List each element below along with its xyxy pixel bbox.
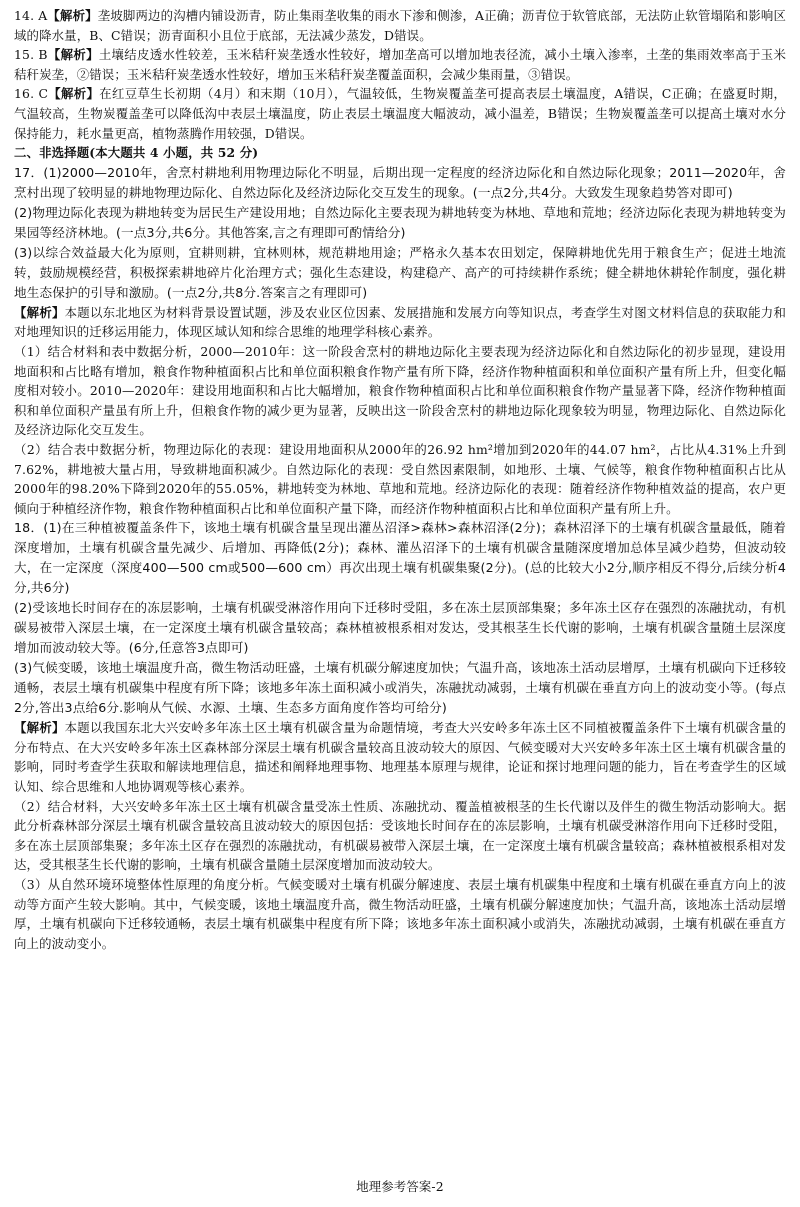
q18-analysis-tag: 【解析】: [14, 720, 65, 736]
q14-analysis-text: 垄坡脚两边的沟槽内铺设沥青，防止集雨垄收集的雨水下渗和侧渗，A正确；沥青位于软管底部，无法防止软管塌陷和影响区域的降水量，B、C错误；沥青面积小且位于底部，无法减少蒸发，D错误。: [14, 8, 787, 43]
q17-analysis-1: （1）结合材料和表中数据分析，2000—2010年：这一阶段舍烹村的耕地边际化主要表现为经济边际化和自然边际化的初步显现，建设用地面积和占比略有增加，粮食作物种植面积占比和单位面积粮食作物产量有所下降，经济作物种植面积和单位面积产量有所上升，但变化幅度相对较小。2010—2020年：建设用地面积和占比大幅增加，粮食作物种植面积占比和单位面积粮食作物产量显著下降，经济作物种植面积和单位面积产量虽有所上升，但粮食作物的减少更为显著，反映出这一阶段舍烹村的耕地边际化现象较为明显，物理边际化、自然边际化及经济边际化交互发生。: [14, 343, 786, 438]
q18-answer-2: (2)受该地长时间存在的冻层影响，土壤有机碳受淋溶作用向下迁移时受阻，多在冻土层顶部集聚；多年冻土区存在强烈的冻融扰动，有机碳易被带入深层土壤，在一定深度土壤有机碳含量较高；森林植被根系相对发达，受其根茎生长代谢的影响，土壤有机碳含量随土层深度增加而波动较大等。(6分,任意答3点即可): [14, 600, 786, 656]
q16-number: 16. C: [14, 86, 49, 102]
q16-paragraph: [14, 84, 786, 143]
q17-analysis-2: （2）结合表中数据分析，物理边际化的表现：建设用地面积从2000年的26.92 hm²增加到2020年的44.07 hm²，占比从4.31%上升到7.62%，耕地被大量占用，导致耕地面积减少。自然边际化的表现：受自然因素限制，如地形、土壤、气候等，粮食作物种植面积占比从2000年的98.20%下降到2020年的55.05%，耕地转变为林地、草地和荒地。经济边际化的表现：随着经济作物种植效益的提高，农户更倾向于种植经济作物，粮食作物种植面积占比和单位面积产量下降，而经济作物种植面积占比和单位面积产量有所上升。: [14, 441, 786, 516]
q15-analysis-text: 土壤结皮透水性较差，玉米秸秆炭垄透水性较好，增加垄高可以增加地表径流，减小土壤入渗率，土垄的集雨效率高于玉米秸秆炭垄，②错误；玉米秸秆炭垄透水性较好，增加玉米秸秆炭垄覆盖面积，会减少集雨量，③错误。: [14, 47, 786, 82]
q17-answer-1: 17．(1)2000—2010年，舍烹村耕地利用物理边际化不明显，后期出现一定程度的经济边际化和自然边际化现象；2011—2020年，舍烹村出现了较明显的耕地物理边际化、自然边际化及经济边际化交互发生的现象。(一点2分,共4分。大致发生现象趋势答对即可): [14, 164, 786, 200]
q18-answer-3: (3)气候变暖，该地土壤温度升高，微生物活动旺盛，土壤有机碳分解速度加快；气温升高，该地冻土活动层增厚，土壤有机碳向下迁移较通畅，表层土壤有机碳集中程度有所下降；该地多年冻土面积减小或消失，冻融扰动减弱，土壤有机碳在垂直方向上的波动变小等。(每点2分,答出3点给6分.影响从气候、水源、土壤、生态多方面角度作答均可给分): [14, 660, 786, 716]
q14-number: 14. A: [14, 8, 48, 23]
q14-analysis-tag: 【解析】: [47, 8, 98, 23]
section-heading: [14, 143, 786, 163]
section-note: (本大题共 4 小题，共 52 分): [89, 145, 259, 161]
page-footer: 地理参考答案-2: [356, 1179, 444, 1195]
q15-paragraph: [14, 45, 786, 84]
q15-number: 15. B: [14, 47, 48, 63]
section-title: 二、非选择题: [14, 145, 90, 161]
q16-analysis-tag: 【解析】: [48, 86, 100, 102]
q17-answer-3: (3)以综合效益最大化为原则，宜耕则耕，宜林则林，规范耕地用途；严格永久基本农田划定，保障耕地优先用于粮食生产；促进土地流转，鼓励规模经营，积极探索耕地碎片化治理方式；强化生态建设，构建稳产、高产的可持续耕作系统；健全耕地休耕轮作制度，强化耕地生态保护的引导和激励。(一点2分,共8分.答案言之有理即可): [14, 244, 786, 300]
q17-analysis-intro-text: 本题以东北地区为材料背景设置试题，涉及农业区位因素、发展措施和发展方向等知识点，考查学生对图文材料信息的获取能力和对地理知识的迁移运用能力，体现区域认知和综合思维的地理学科核心素养。: [14, 304, 786, 340]
q16-analysis-text: 在红豆草生长初期（4月）和末期（10月），气温较低，生物炭覆盖垄可提高表层土壤温度，A错误，C正确；在盛夏时期，气温较高，生物炭覆盖垄可以降低沟中表层土壤温度，防止表层土壤温度大幅波动，减小温差，B错误；生物炭覆盖垄可以提高土壤对水分保持能力，耗水量更高，植物蒸腾作用较强，D错误。: [14, 86, 787, 141]
q14-paragraph: [14, 6, 786, 45]
q17-answer-2: (2)物理边际化表现为耕地转变为居民生产建设用地；自然边际化主要表现为耕地转变为林地、草地和荒地；经济边际化表现为耕地转变为果园等经济林地。(一点3分,共6分。其他答案,言之有理即可酌情给分): [14, 204, 786, 240]
q18-analysis-intro: [14, 718, 786, 796]
q18-analysis-intro-text: 本题以我国东北大兴安岭多年冻土区土壤有机碳含量为命题情境，考查大兴安岭多年冻土区不同植被覆盖条件下土壤有机碳含量的分布特点、在大兴安岭多年冻土区森林部分深层土壤有机碳含量较高且波动较大的原因、气候变暖对大兴安岭多年冻土区土壤有机碳含量的影响，同时考查学生获取和解读地理信息，描述和阐释地理事物、地理基本原理与规律，论证和探讨地理问题的能力，旨在考查学生的区域认知、综合思维和人地协调观等核心素养。: [14, 720, 786, 795]
q18-analysis-2: （2）结合材料，大兴安岭多年冻土区土壤有机碳含量受冻土性质、冻融扰动、覆盖植被根茎的生长代谢以及伴生的微生物活动影响大。据此分析森林部分深层土壤有机碳含量较高且波动较大的原因包括：受该地长时间存在的冻层影响，土壤有机碳受淋溶作用向下迁移时受阻，多在冻土层顶部集聚；多年冻土区存在强烈的冻融扰动，有机碳易被带入深层土壤，在一定深度土壤有机碳含量较高；森林植被根系相对发达，受其根茎生长代谢的影响，土壤有机碳含量随土层深度增加而波动较大。: [14, 798, 786, 873]
q17-analysis-tag: 【解析】: [14, 304, 65, 320]
q18-answer-1: 18．(1)在三种植被覆盖条件下，该地土壤有机碳含量呈现出灌丛沼泽>森林>森林沼泽(2分)；森林沼泽下的土壤有机碳含量最低，随着深度增加，土壤有机碳含量先减少、后增加、再降低(2分)；森林、灌丛沼泽下的土壤有机碳含量随深度增加总体呈减少趋势，但波动较大，在一定深度（深度400—500 cm或500—600 cm）再次出现土壤有机碳集聚(2分)。(总的比较大小2分,顺序相反不得分,后续分析4分,共6分): [14, 520, 786, 596]
q15-analysis-tag: 【解析】: [47, 47, 99, 63]
q17-analysis-intro: [14, 303, 786, 342]
q18-analysis-3: （3）从自然环境环境整体性原理的角度分析。气候变暖对土壤有机碳分解速度、表层土壤有机碳集中程度和土壤有机碳在垂直方向上的波动等方面产生较大影响。其中，气候变暖，该地土壤温度升高，微生物活动旺盛，土壤有机碳分解速度加快；气温升高，该地冻土活动层增厚，土壤有机碳向下迁移较通畅，表层土壤有机碳集中程度有所下降；该地多年冻土面积减小或消失，冻融扰动减弱，土壤有机碳在垂直方向上的波动变小。: [14, 877, 786, 951]
